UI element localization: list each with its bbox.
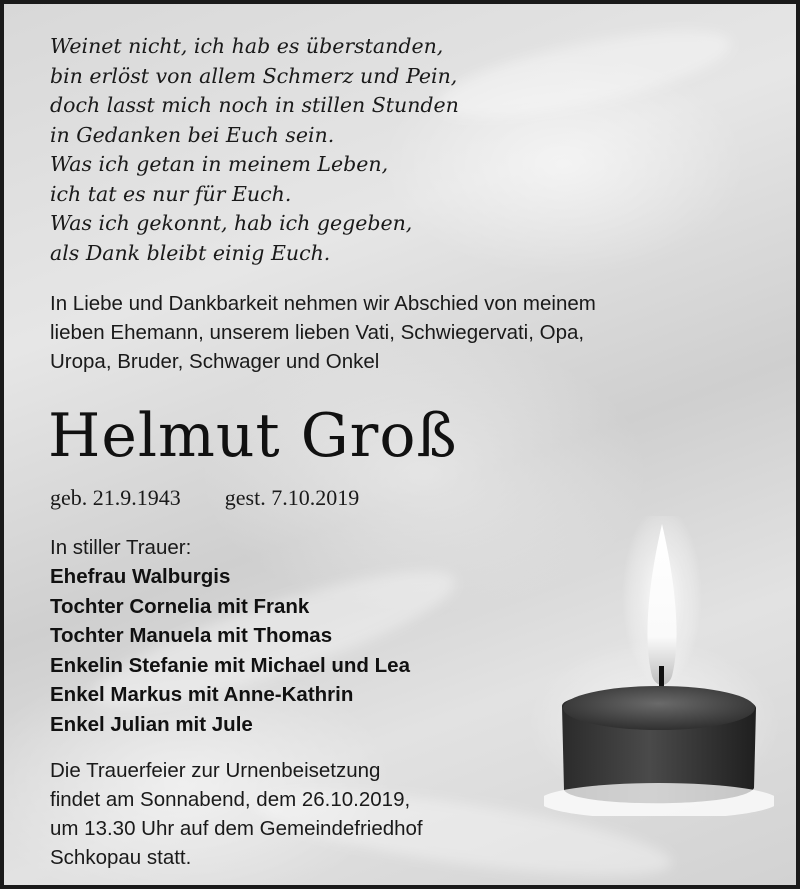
poem-line: ich tat es nur für Euch. [50,181,292,206]
intro-line: Uropa, Bruder, Schwager und Onkel [50,350,380,373]
mourner-name: Tochter Manuela mit Thomas [50,624,333,647]
funeral-line: um 13.30 Uhr auf dem Gemeindefriedhof [50,817,423,840]
intro-line: lieben Ehemann, unserem lieben Vati, Schwiegervati, Opa, [50,321,585,344]
mourner-name: Tochter Cornelia mit Frank [50,594,310,618]
funeral-line: Die Trauerfeier zur Urnenbeisetzung [50,759,381,782]
birth-date: geb. 21.9.1943 [50,485,181,510]
funeral-line: findet am Sonnabend, dem 26.10.2019, [50,788,411,811]
background-texture [431,13,737,134]
poem-line: in Gedanken bei Euch sein. [50,122,335,147]
poem-line: Was ich gekonnt, hab ich gegeben, [50,211,413,235]
intro-line: In Liebe und Dankbarkeit nehmen wir Abschied von meinem [50,292,596,315]
poem-line: als Dank bleibt einig Euch. [50,240,331,265]
fur-base [544,783,774,816]
mourners-list [50,562,410,739]
mourner-name: Ehefrau Walburgis [50,565,231,588]
candle-icon [544,516,774,816]
deceased-name: Helmut Groß [48,401,458,471]
candle-top [563,686,755,730]
mourner-name: Enkel Julian mit Jule [50,712,253,736]
poem-line: Weinet nicht, ich hab es überstanden, [50,34,444,58]
funeral-line: Schkopau statt. [50,846,192,869]
funeral-info [50,756,423,872]
mourners-heading: In stiller Trauer: [50,536,192,559]
poem-line: Was ich getan in meinem Leben, [50,152,389,176]
mourner-name: Enkel Markus mit Anne-Kathrin [50,683,354,706]
farewell-intro [50,289,750,376]
poem-line: bin erlöst von allem Schmerz und Pein, [50,63,458,88]
death-date: gest. 7.10.2019 [224,485,360,510]
poem [50,32,459,268]
mourner-name: Enkelin Stefanie mit Michael und Lea [50,653,410,677]
life-dates [50,484,359,512]
poem-line: doch lasst mich noch in stillen Stunden [50,93,459,117]
